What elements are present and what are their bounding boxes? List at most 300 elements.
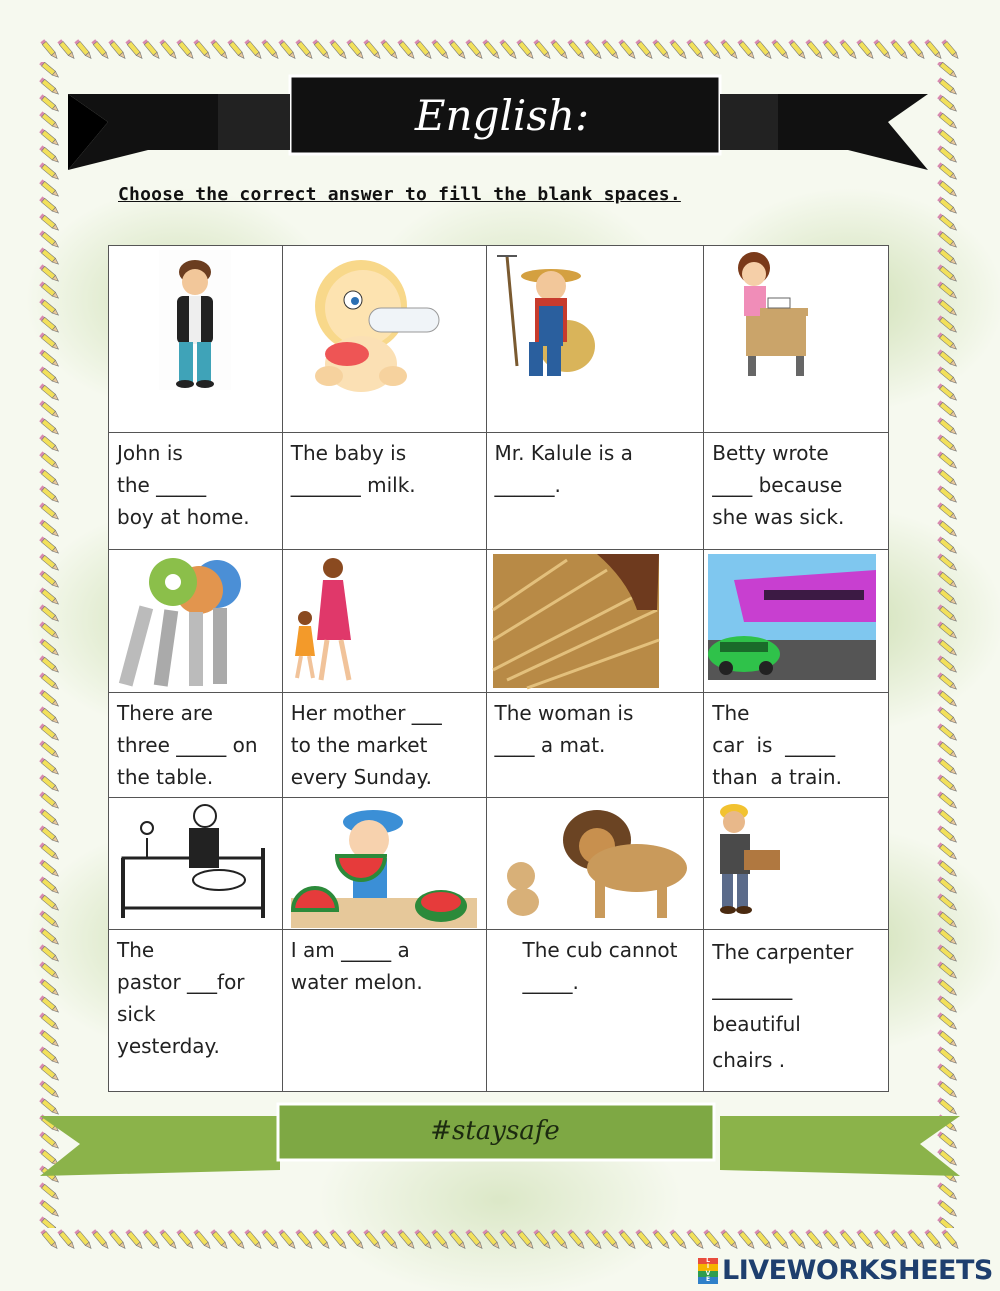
pencil-icon: [39, 621, 60, 640]
image-cell: [282, 550, 486, 693]
sentence-cell: [704, 693, 889, 798]
pencil-icon: [91, 1229, 110, 1250]
pencil-icon: [39, 230, 60, 249]
pencil-border-bottom: [40, 1228, 960, 1252]
pencil-icon: [937, 128, 958, 147]
sentence-line: chairs .: [712, 1048, 786, 1072]
pencil-icon: [227, 1229, 246, 1250]
pencil-icon: [39, 332, 60, 351]
pencil-icon: [873, 39, 892, 60]
pencil-icon: [937, 825, 958, 844]
pencil-icon: [937, 723, 958, 742]
pencil-icon: [937, 451, 958, 470]
pencil-icon: [937, 434, 958, 453]
image-cell: [486, 798, 704, 930]
pencil-icon: [346, 1229, 365, 1250]
pencil-icon: [39, 825, 60, 844]
pencil-icon: [703, 39, 722, 60]
pencil-icon: [39, 519, 60, 538]
pencil-icon: [937, 927, 958, 946]
pencil-icon: [601, 39, 620, 60]
sentence-line: the _____: [117, 473, 207, 497]
pencil-icon: [907, 39, 926, 60]
pencil-icon: [822, 1229, 841, 1250]
image-cell: [109, 798, 283, 930]
pencil-icon: [737, 1229, 756, 1250]
farmer-icon: [487, 246, 704, 432]
pencil-icon: [937, 366, 958, 385]
pencil-icon: [193, 39, 212, 60]
lion-cub-icon: [487, 798, 704, 929]
pencil-icon: [39, 791, 60, 810]
pencil-icon: [39, 62, 60, 79]
pencil-icon: [482, 1229, 501, 1250]
pencil-icon: [601, 1229, 620, 1250]
pencil-icon: [754, 39, 773, 60]
pencil-icon: [142, 1229, 161, 1250]
pencil-icon: [39, 944, 60, 963]
image-cell: [282, 798, 486, 930]
pencil-icon: [363, 39, 382, 60]
pencil-icon: [937, 315, 958, 334]
pencil-icon: [937, 1080, 958, 1099]
pencil-icon: [39, 723, 60, 742]
pencil-icon: [39, 638, 60, 657]
pencil-icon: [937, 859, 958, 878]
pencil-icon: [39, 927, 60, 946]
pencil-icon: [890, 39, 909, 60]
pencil-icon: [937, 961, 958, 980]
pencil-icon: [937, 468, 958, 487]
pencil-icon: [39, 740, 60, 759]
pencil-icon: [39, 689, 60, 708]
pencil-icon: [380, 1229, 399, 1250]
pencil-icon: [686, 1229, 705, 1250]
pencil-icon: [159, 39, 178, 60]
pencil-icon: [669, 39, 688, 60]
pencil-icon: [584, 39, 603, 60]
pencil-icon: [941, 39, 960, 60]
pencil-icon: [448, 1229, 467, 1250]
pencil-icon: [937, 995, 958, 1014]
pencil-icon: [822, 39, 841, 60]
pencil-icon: [618, 39, 637, 60]
pencil-icon: [937, 62, 958, 79]
pencil-icon: [39, 587, 60, 606]
sentence-line: ________: [712, 976, 793, 1000]
pencil-icon: [363, 1229, 382, 1250]
pencil-icon: [210, 39, 229, 60]
pencil-icon: [39, 1029, 60, 1048]
pencil-icon: [176, 39, 195, 60]
sentence-cell: [486, 930, 704, 1092]
pencil-icon: [516, 39, 535, 60]
sentence-line: The: [117, 938, 155, 962]
pencil-icon: [652, 39, 671, 60]
pencil-icon: [108, 1229, 127, 1250]
pencil-icon: [261, 39, 280, 60]
pencil-icon: [937, 417, 958, 436]
pencil-icon: [937, 706, 958, 725]
instruction-text: Choose the correct answer to fill the blank spaces.: [118, 184, 681, 205]
pencil-icon: [890, 1229, 909, 1250]
sentence-line: beautiful: [712, 1012, 801, 1036]
baby-bottle-icon: [283, 246, 486, 432]
sentence-line: The baby is: [290, 441, 407, 465]
pencil-icon: [39, 672, 60, 691]
sentence-line: to the market: [290, 733, 428, 757]
sentence-line: water melon.: [290, 970, 423, 994]
pencil-icon: [278, 39, 297, 60]
pencil-icon: [937, 553, 958, 572]
pencil-icon: [431, 1229, 450, 1250]
sentence-line: I am _____ a: [290, 938, 410, 962]
pencil-icon: [39, 1182, 60, 1201]
pencil-icon: [839, 1229, 858, 1250]
pencil-icon: [856, 1229, 875, 1250]
pencil-icon: [244, 39, 263, 60]
pencil-icon: [39, 536, 60, 555]
pencil-icon: [937, 672, 958, 691]
sentence-cell: [282, 930, 486, 1092]
pencil-icon: [937, 587, 958, 606]
pencil-icon: [873, 1229, 892, 1250]
pencil-icon: [295, 1229, 314, 1250]
pencil-icon: [346, 39, 365, 60]
pencil-icon: [937, 1063, 958, 1082]
pencil-icon: [937, 621, 958, 640]
pencil-icon: [937, 536, 958, 555]
sentence-line: _____.: [522, 970, 579, 994]
sentence-line: John is: [117, 441, 183, 465]
pencil-icon: [261, 1229, 280, 1250]
pencil-icon: [40, 1229, 59, 1250]
pencil-icon: [937, 502, 958, 521]
sentence-line: The carpenter: [712, 940, 854, 964]
pencil-icon: [937, 842, 958, 861]
pencil-icon: [907, 1229, 926, 1250]
pencil-icon: [937, 111, 958, 130]
pencil-icon: [499, 1229, 518, 1250]
sentence-cell: [109, 433, 283, 550]
pencil-icon: [39, 1012, 60, 1031]
pencil-icon: [618, 1229, 637, 1250]
pencil-icon: [40, 39, 59, 60]
pencil-icon: [39, 995, 60, 1014]
pencil-icon: [937, 281, 958, 300]
pencil-icon: [39, 757, 60, 776]
pencil-icon: [414, 1229, 433, 1250]
pencil-icon: [39, 1046, 60, 1065]
pencil-icon: [39, 1199, 60, 1218]
pencil-icon: [397, 1229, 416, 1250]
pencil-icon: [57, 1229, 76, 1250]
image-cell: [486, 246, 704, 433]
pencil-icon: [550, 39, 569, 60]
pencil-icon: [39, 774, 60, 793]
pencil-icon: [937, 349, 958, 368]
pencil-icon: [937, 1012, 958, 1031]
pencil-icon: [937, 910, 958, 929]
pencil-icon: [669, 1229, 688, 1250]
page-title: English:: [414, 90, 590, 140]
pencil-icon: [937, 230, 958, 249]
pencil-icon: [937, 774, 958, 793]
sentence-line: There are: [117, 701, 213, 725]
pencil-icon: [937, 213, 958, 232]
pencil-icon: [39, 1063, 60, 1082]
pencil-icon: [210, 1229, 229, 1250]
weaving-icon: [487, 550, 704, 692]
pencil-icon: [39, 961, 60, 980]
pencil-icon: [39, 400, 60, 419]
pencil-icon: [312, 39, 331, 60]
pencil-icon: [737, 39, 756, 60]
pencil-icon: [771, 39, 790, 60]
pencil-icon: [39, 502, 60, 521]
sentence-line: ______.: [494, 473, 561, 497]
sentence-line: pastor ___for: [117, 970, 245, 994]
pencil-icon: [39, 893, 60, 912]
pencil-icon: [39, 604, 60, 623]
pencil-icon: [39, 808, 60, 827]
pencil-icon: [295, 39, 314, 60]
pencil-icon: [924, 1229, 943, 1250]
pencil-icon: [937, 638, 958, 657]
pencil-icon: [39, 281, 60, 300]
pencil-icon: [39, 1216, 60, 1228]
pencil-icon: [39, 859, 60, 878]
pencil-icon: [39, 978, 60, 997]
sentence-line: The: [712, 701, 750, 725]
sentence-line: the table.: [117, 765, 214, 789]
pencil-icon: [278, 1229, 297, 1250]
pencil-icon: [550, 1229, 569, 1250]
pencil-icon: [937, 978, 958, 997]
pencil-icon: [448, 39, 467, 60]
pencil-icon: [937, 791, 958, 810]
pencil-icon: [39, 111, 60, 130]
pencil-icon: [805, 1229, 824, 1250]
pencil-icon: [937, 179, 958, 198]
pencil-icon: [39, 570, 60, 589]
pencil-icon: [39, 451, 60, 470]
sentence-line: three _____ on: [117, 733, 258, 757]
pencil-icon: [39, 298, 60, 317]
pencil-icon: [720, 39, 739, 60]
sentence-line: The cub cannot: [522, 938, 678, 962]
pencil-icon: [39, 162, 60, 181]
pencil-icon: [703, 1229, 722, 1250]
pencil-icon: [937, 298, 958, 317]
pencil-icon: [937, 196, 958, 215]
pencil-icon: [142, 39, 161, 60]
girl-writing-icon: [704, 246, 888, 432]
pencil-icon: [39, 485, 60, 504]
pencil-icon: [635, 39, 654, 60]
pencil-icon: [39, 349, 60, 368]
sentence-line: The woman is: [494, 701, 634, 725]
pencil-icon: [39, 910, 60, 929]
pencil-icon: [937, 1182, 958, 1201]
pencil-icon: [937, 145, 958, 164]
logo-text: LIVEWORKSHEETS: [722, 1255, 993, 1286]
pencil-icon: [516, 1229, 535, 1250]
pencil-border-right: [936, 62, 960, 1228]
logo-letter: I: [698, 1264, 718, 1271]
sentence-line: she was sick.: [712, 505, 845, 529]
pencil-icon: [465, 39, 484, 60]
pencil-icon: [567, 1229, 586, 1250]
pencil-icon: [652, 1229, 671, 1250]
sentence-line: boy at home.: [117, 505, 250, 529]
pencil-icon: [771, 1229, 790, 1250]
pencil-icon: [39, 179, 60, 198]
pencil-icon: [125, 39, 144, 60]
pencil-icon: [937, 1029, 958, 1048]
pencil-icon: [937, 757, 958, 776]
pencil-icon: [91, 39, 110, 60]
pencil-icon: [329, 1229, 348, 1250]
pencil-icon: [584, 1229, 603, 1250]
sentence-cell: [486, 693, 704, 798]
sentence-line: than a train.: [712, 765, 842, 789]
pencil-icon: [941, 1229, 960, 1250]
logo-letter: V: [698, 1271, 718, 1278]
image-cell: [704, 798, 889, 930]
pencil-icon: [380, 39, 399, 60]
liveworksheets-logo[interactable]: [698, 1255, 993, 1286]
sentence-cell: [282, 693, 486, 798]
pencil-icon: [937, 604, 958, 623]
pencil-icon: [39, 128, 60, 147]
keys-icon: [109, 550, 282, 692]
pencil-icon: [465, 1229, 484, 1250]
pencil-icon: [39, 706, 60, 725]
boy-icon: [109, 246, 282, 432]
pencil-icon: [937, 162, 958, 181]
image-cell: [704, 246, 889, 433]
sentence-line: Her mother ___: [290, 701, 442, 725]
pencil-icon: [39, 553, 60, 572]
pencil-icon: [754, 1229, 773, 1250]
pencil-icon: [39, 383, 60, 402]
pencil-icon: [937, 247, 958, 266]
pencil-icon: [57, 39, 76, 60]
train-car-icon: [704, 550, 888, 692]
sentence-line: Mr. Kalule is a: [494, 441, 633, 465]
pastor-sick-bed-icon: [109, 798, 282, 929]
pencil-icon: [937, 94, 958, 113]
pencil-icon: [176, 1229, 195, 1250]
pencil-icon: [329, 39, 348, 60]
pencil-icon: [937, 485, 958, 504]
pencil-icon: [937, 332, 958, 351]
image-cell: [704, 550, 889, 693]
sentence-cell: [109, 930, 283, 1092]
pencil-icon: [567, 39, 586, 60]
pencil-icon: [193, 1229, 212, 1250]
pencil-icon: [805, 39, 824, 60]
pencil-icon: [937, 876, 958, 895]
pencil-icon: [937, 1199, 958, 1218]
pencil-icon: [39, 315, 60, 334]
sentence-cell: [282, 433, 486, 550]
sentence-cell: [486, 433, 704, 550]
image-cell: [109, 550, 283, 693]
pencil-icon: [39, 264, 60, 283]
sentence-line: Betty wrote: [712, 441, 829, 465]
pencil-icon: [937, 893, 958, 912]
pencil-icon: [937, 740, 958, 759]
image-cell: [109, 246, 283, 433]
sentence-line: _______ milk.: [290, 473, 416, 497]
pencil-icon: [39, 876, 60, 895]
sentence-line: ____ a mat.: [494, 733, 606, 757]
sentence-line: sick: [117, 1002, 156, 1026]
pencil-icon: [39, 434, 60, 453]
pencil-icon: [788, 1229, 807, 1250]
pencil-icon: [431, 39, 450, 60]
staysafe-tag: #staysafe: [430, 1116, 560, 1146]
sentence-cell: [704, 433, 889, 550]
logo-mark-icon: [698, 1258, 718, 1284]
pencil-icon: [937, 1216, 958, 1228]
pencil-icon: [856, 39, 875, 60]
logo-letter: L: [698, 1258, 718, 1265]
mother-child-icon: [283, 550, 486, 692]
sentence-line: ____ because: [712, 473, 843, 497]
pencil-icon: [482, 39, 501, 60]
pencil-icon: [397, 39, 416, 60]
pencil-icon: [937, 808, 958, 827]
boy-watermelon-icon: [283, 798, 486, 929]
pencil-icon: [227, 39, 246, 60]
pencil-icon: [39, 655, 60, 674]
pencil-icon: [244, 1229, 263, 1250]
pencil-icon: [788, 39, 807, 60]
pencil-icon: [39, 468, 60, 487]
pencil-icon: [39, 94, 60, 113]
pencil-icon: [108, 39, 127, 60]
image-cell: [486, 550, 704, 693]
pencil-icon: [125, 1229, 144, 1250]
pencil-border-left: [38, 62, 62, 1228]
pencil-icon: [39, 77, 60, 96]
pencil-icon: [74, 1229, 93, 1250]
pencil-icon: [39, 145, 60, 164]
exercise-table: [108, 245, 889, 1092]
pencil-icon: [533, 39, 552, 60]
image-cell: [282, 246, 486, 433]
pencil-icon: [924, 39, 943, 60]
pencil-icon: [414, 39, 433, 60]
pencil-icon: [686, 39, 705, 60]
pencil-icon: [937, 1046, 958, 1065]
sentence-line: yesterday.: [117, 1034, 220, 1058]
sentence-line: every Sunday.: [290, 765, 432, 789]
pencil-icon: [937, 264, 958, 283]
pencil-icon: [39, 417, 60, 436]
pencil-icon: [720, 1229, 739, 1250]
pencil-icon: [937, 655, 958, 674]
pencil-icon: [937, 400, 958, 419]
pencil-icon: [937, 689, 958, 708]
pencil-border-top: [40, 38, 960, 62]
pencil-icon: [312, 1229, 331, 1250]
pencil-icon: [937, 570, 958, 589]
pencil-icon: [39, 1080, 60, 1099]
